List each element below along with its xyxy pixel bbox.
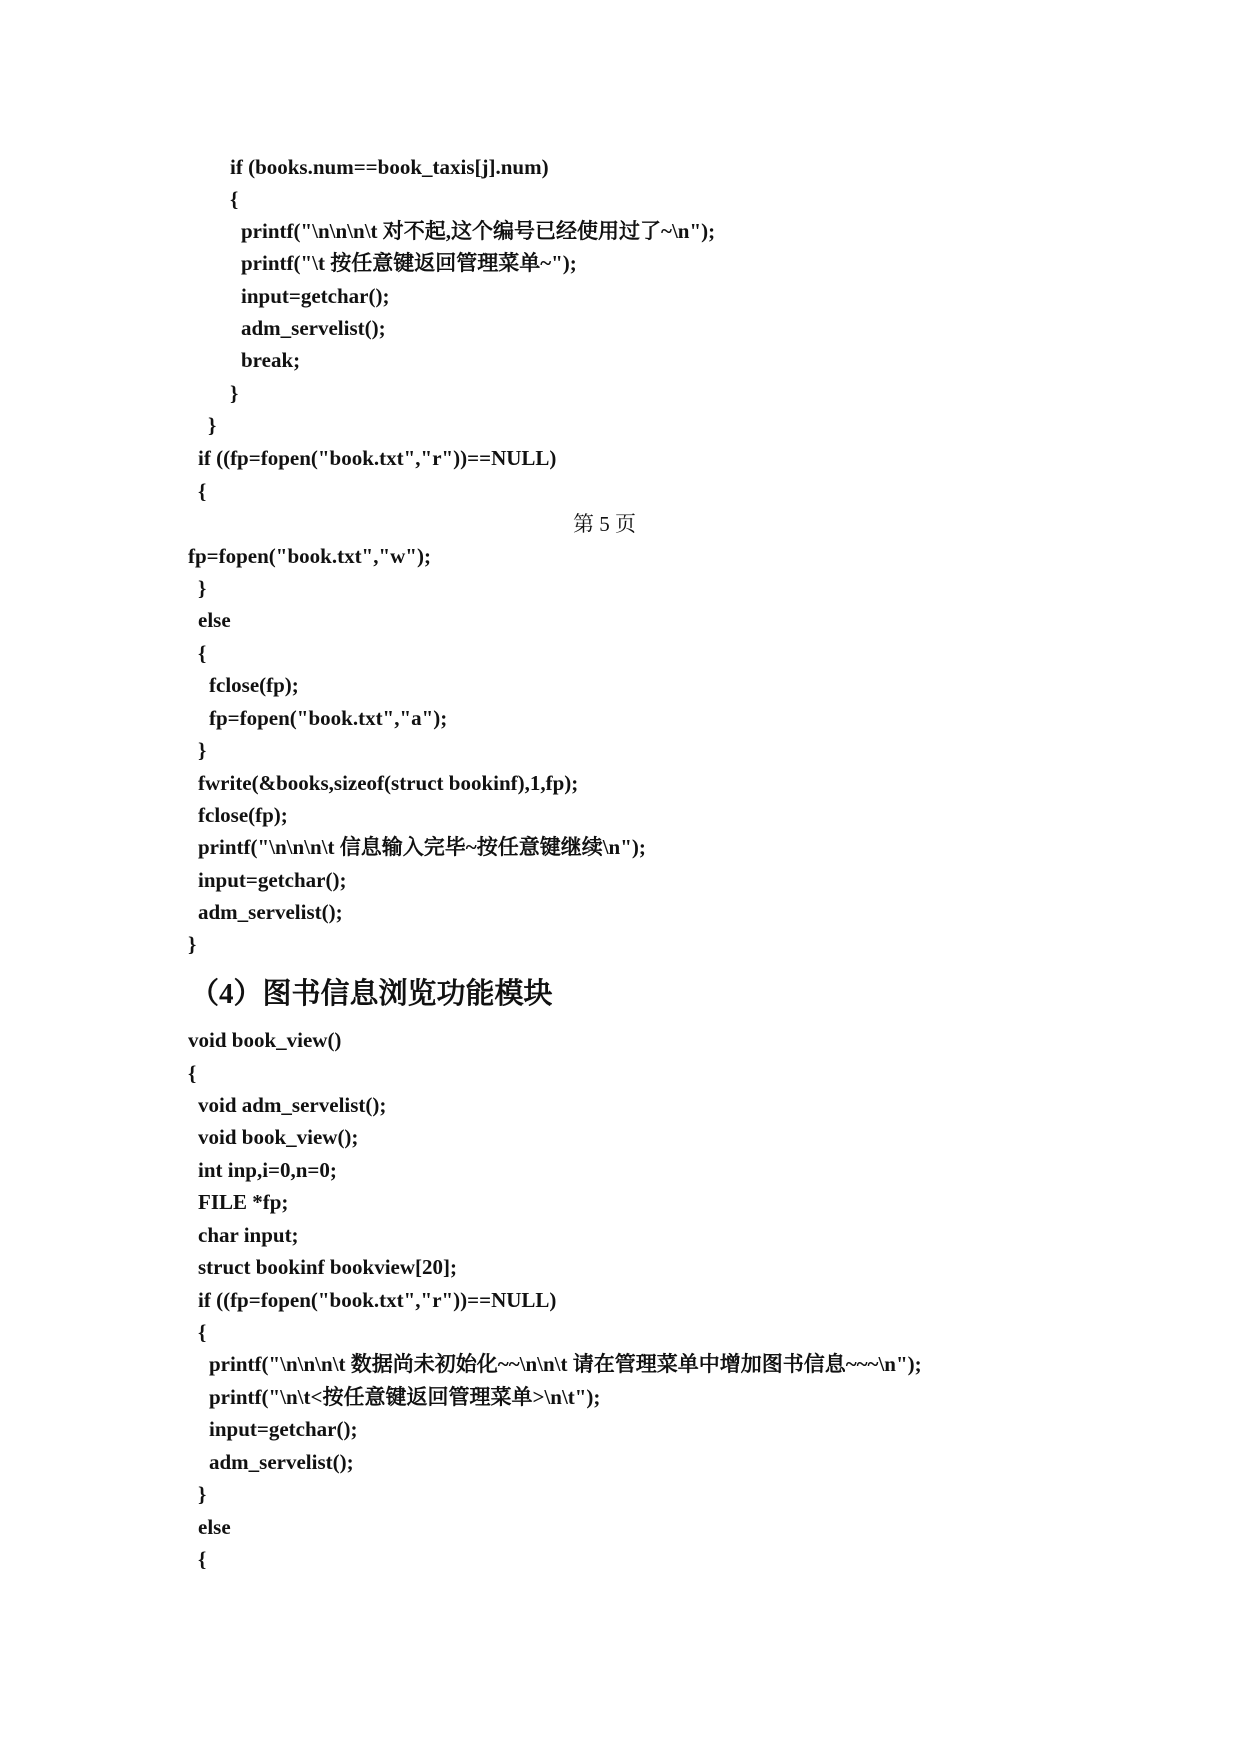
code-line: adm_servelist();	[209, 1450, 354, 1474]
code-line: }	[198, 738, 207, 762]
code-line: input=getchar();	[209, 1417, 358, 1441]
code-line: printf("\n\t<按任意键返回管理菜单>\n\t");	[209, 1385, 601, 1409]
code-line: printf("\n\n\n\t 信息输入完毕~按任意键继续\n");	[198, 835, 646, 859]
code-line: if ((fp=fopen("book.txt","r"))==NULL)	[198, 446, 557, 470]
code-line: void book_view();	[198, 1125, 359, 1149]
code-line: printf("\n\n\n\t 数据尚未初始化~~\n\n\t 请在管理菜单中增加图书信息~~~\n");	[209, 1352, 922, 1376]
code-line: void book_view()	[188, 1028, 342, 1052]
code-line: char input;	[198, 1223, 299, 1247]
code-line: input=getchar();	[198, 868, 347, 892]
code-line: }	[188, 932, 197, 956]
code-line: fwrite(&books,sizeof(struct bookinf),1,fp);	[198, 771, 579, 795]
code-line: fp=fopen("book.txt","w");	[188, 544, 431, 568]
code-line: if (books.num==book_taxis[j].num)	[230, 155, 549, 179]
code-line: fclose(fp);	[209, 673, 299, 697]
code-line: else	[198, 1515, 231, 1539]
code-line: void adm_servelist();	[198, 1093, 387, 1117]
code-line: input=getchar();	[241, 284, 390, 308]
code-line: {	[198, 641, 207, 665]
code-line: break;	[241, 348, 301, 372]
code-line: {	[230, 187, 239, 211]
code-line: {	[198, 1320, 207, 1344]
code-line: adm_servelist();	[198, 900, 343, 924]
code-line: if ((fp=fopen("book.txt","r"))==NULL)	[198, 1288, 557, 1312]
code-line: {	[198, 479, 207, 503]
code-line: {	[188, 1061, 197, 1085]
code-line: printf("\t 按任意键返回管理菜单~");	[241, 251, 577, 275]
code-line: FILE *fp;	[198, 1190, 289, 1214]
section-heading: （4）图书信息浏览功能模块	[190, 978, 553, 1010]
code-line: }	[198, 1482, 207, 1506]
code-line: int inp,i=0,n=0;	[198, 1158, 337, 1182]
code-line: }	[230, 381, 239, 405]
code-line: fp=fopen("book.txt","a");	[209, 706, 448, 730]
code-line: else	[198, 608, 231, 632]
code-line: struct bookinf bookview[20];	[198, 1255, 458, 1279]
page-number: 第 5 页	[573, 512, 636, 536]
code-line: }	[208, 413, 217, 437]
code-line: {	[198, 1547, 207, 1571]
code-line: adm_servelist();	[241, 316, 386, 340]
code-line: printf("\n\n\n\t 对不起,这个编号已经使用过了~\n");	[241, 219, 716, 243]
code-line: }	[198, 576, 207, 600]
code-line: fclose(fp);	[198, 803, 288, 827]
